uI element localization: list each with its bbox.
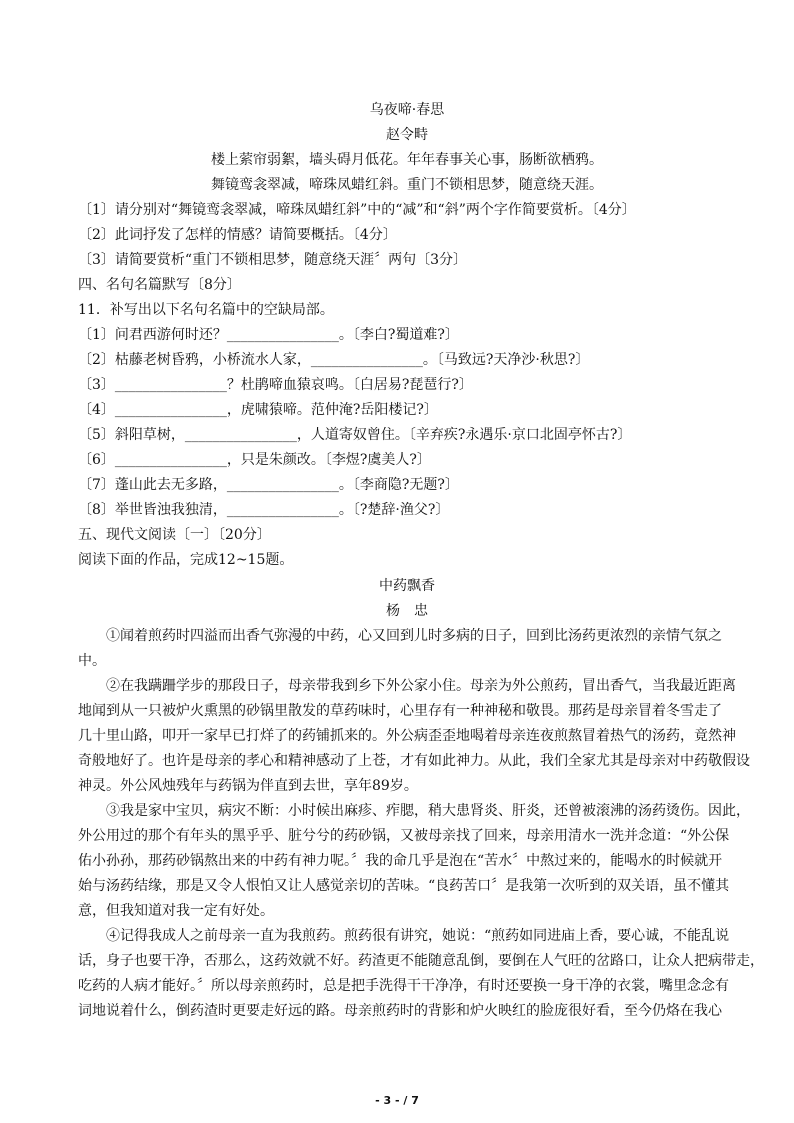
poem-title: 乌夜啼·春思 xyxy=(369,102,445,118)
essay-p2-line: 地闻到从一只被炉火熏黑的砂锅里散发的草药味时，心里存有一种神秘和敬畏。那药是母亲冒着冬雪走了 xyxy=(78,703,722,719)
essay-author: 杨 忠 xyxy=(386,603,428,619)
essay-p3-line: 意，但我知道对我一定有好处。 xyxy=(78,903,274,919)
poem-author: 赵令畤 xyxy=(386,127,428,143)
section-5-instruction: 阅读下面的作品，完成12~15题。 xyxy=(78,552,294,568)
section-4-heading: 四、名句名篇默写〔8分〕 xyxy=(78,277,241,293)
poem-question-1: 〔1〕请分别对“舞镜鸾衾翠减，啼珠凤蜡红斜”中的“减”和“斜”两个字作简要赏析。〔4分〕 xyxy=(78,202,636,218)
essay-p2-line: 几十里山路，叩开一家早已打烊了的药铺抓来的。外公病歪歪地喝着母亲连夜煎熬冒着热气的汤药，竟然神 xyxy=(78,728,736,744)
fill-blank-item: 〔7〕蓬山此去无多路，________________。〔李商隐?无题?〕 xyxy=(78,477,459,493)
essay-p2-line: ②在我蹒跚学步的那段日子，母亲带我到乡下外公家小住。母亲为外公煎药，冒出香气，当我最近距离 xyxy=(78,678,736,694)
essay-p3-line: 外公用过的那个有年头的黑乎乎、脏兮兮的药砂锅，又被母亲找了回来，母亲用清水一洗并念道：“外公保 xyxy=(78,828,730,844)
poem-line-1: 楼上萦帘弱絮，墙头碍月低花。年年春事关心事，肠断欲栖鸦。 xyxy=(211,152,603,168)
essay-p3-line: 始与汤药结缘，那是又令人恨怕又让人感觉亲切的苦味。“良药苦口〞是我第一次听到的双关语，虽不懂其 xyxy=(78,878,730,894)
poem-question-3: 〔3〕请简要赏析“重门不锁相思梦，随意绕天涯〞两句〔3分〕 xyxy=(78,252,467,268)
fill-blank-item: 〔8〕举世皆浊我独清，________________。〔?楚辞·渔父?〕 xyxy=(78,502,450,518)
essay-p2-line: 奇般地好了。也许是母亲的孝心和精神感动了上苍，才有如此神力。从此，我们全家尤其是母亲对中药敬假设 xyxy=(78,753,750,769)
essay-p1-line: 中。 xyxy=(78,653,106,669)
essay-p4-line: 话，身子也要干净，否那么，这药效就不好。药渣更不能随意乱倒，要倒在人气旺的岔路口，让众人把病带走， xyxy=(78,953,764,969)
fill-blank-item: 〔2〕枯藤老树昏鸦，小桥流水人家，________________。〔马致远?天净沙·秋思?〕 xyxy=(78,352,590,368)
page-number: - 3 - / 7 xyxy=(375,1094,419,1107)
essay-p3-line: ③我是家中宝贝，病灾不断：小时候出麻疹、痄腮，稍大患肾炎、肝炎，还曾被滚沸的汤药烫伤。因此， xyxy=(78,803,750,819)
poem-question-2: 〔2〕此词抒发了怎样的情感？请简要概括。〔4分〕 xyxy=(78,227,397,243)
essay-p4-line: 词地说着什么，倒药渣时更要走好远的路。母亲煎药时的背影和炉火映红的脸庞很好看，至今仍烙在我心 xyxy=(78,1003,722,1019)
essay-p4-line: ④记得我成人之前母亲一直为我煎药。煎药很有讲究，她说：“煎药如同进庙上香，要心诚，不能乱说 xyxy=(78,928,730,944)
essay-p4-line: 吃药的人病才能好。〞所以母亲煎药时，总是把手洗得干干净净，有时还要换一身干净的衣裳，嘴里念念有 xyxy=(78,978,729,994)
essay-p3-line: 佑小孙孙，那药砂锅熬出来的中药有神力呢。〞我的命几乎是泡在“苦水〞中熬过来的，能喝水的时候就开 xyxy=(78,853,723,869)
fill-blank-item: 〔1〕问君西游何时还？________________。〔李白?蜀道难?〕 xyxy=(78,327,459,343)
fill-blank-item: 〔4〕________________，虎啸猿啼。范仲淹?岳阳楼记?〕 xyxy=(78,402,438,418)
section-5-heading: 五、现代文阅读〔一〕〔20分〕 xyxy=(78,527,271,543)
poem-line-2: 舞镜鸾衾翠减，啼珠凤蜡红斜。重门不锁相思梦，随意绕天涯。 xyxy=(211,177,603,193)
essay-p1-line: ①闻着煎药时四溢而出香气弥漫的中药，心又回到儿时多病的日子，回到比汤药更浓烈的亲情气氛之 xyxy=(78,628,722,644)
essay-title: 中药飘香 xyxy=(379,578,435,594)
fill-blank-item: 〔5〕斜阳草树，________________，人道寄奴曾住。〔辛弃疾?永遇乐·京口北固亭怀古?〕 xyxy=(78,427,632,443)
fill-blank-item: 〔3〕________________？杜鹃啼血猿哀鸣。〔白居易?琵琶行?〕 xyxy=(78,377,473,393)
section-4-instruction: 11．补写出以下名句名篇中的空缺局部。 xyxy=(78,302,334,318)
essay-p2-line: 神灵。外公风烛残年与药锅为伴直到去世，享年89岁。 xyxy=(78,778,418,794)
fill-blank-item: 〔6〕________________，只是朱颜改。〔李煜?虞美人?〕 xyxy=(78,452,431,468)
